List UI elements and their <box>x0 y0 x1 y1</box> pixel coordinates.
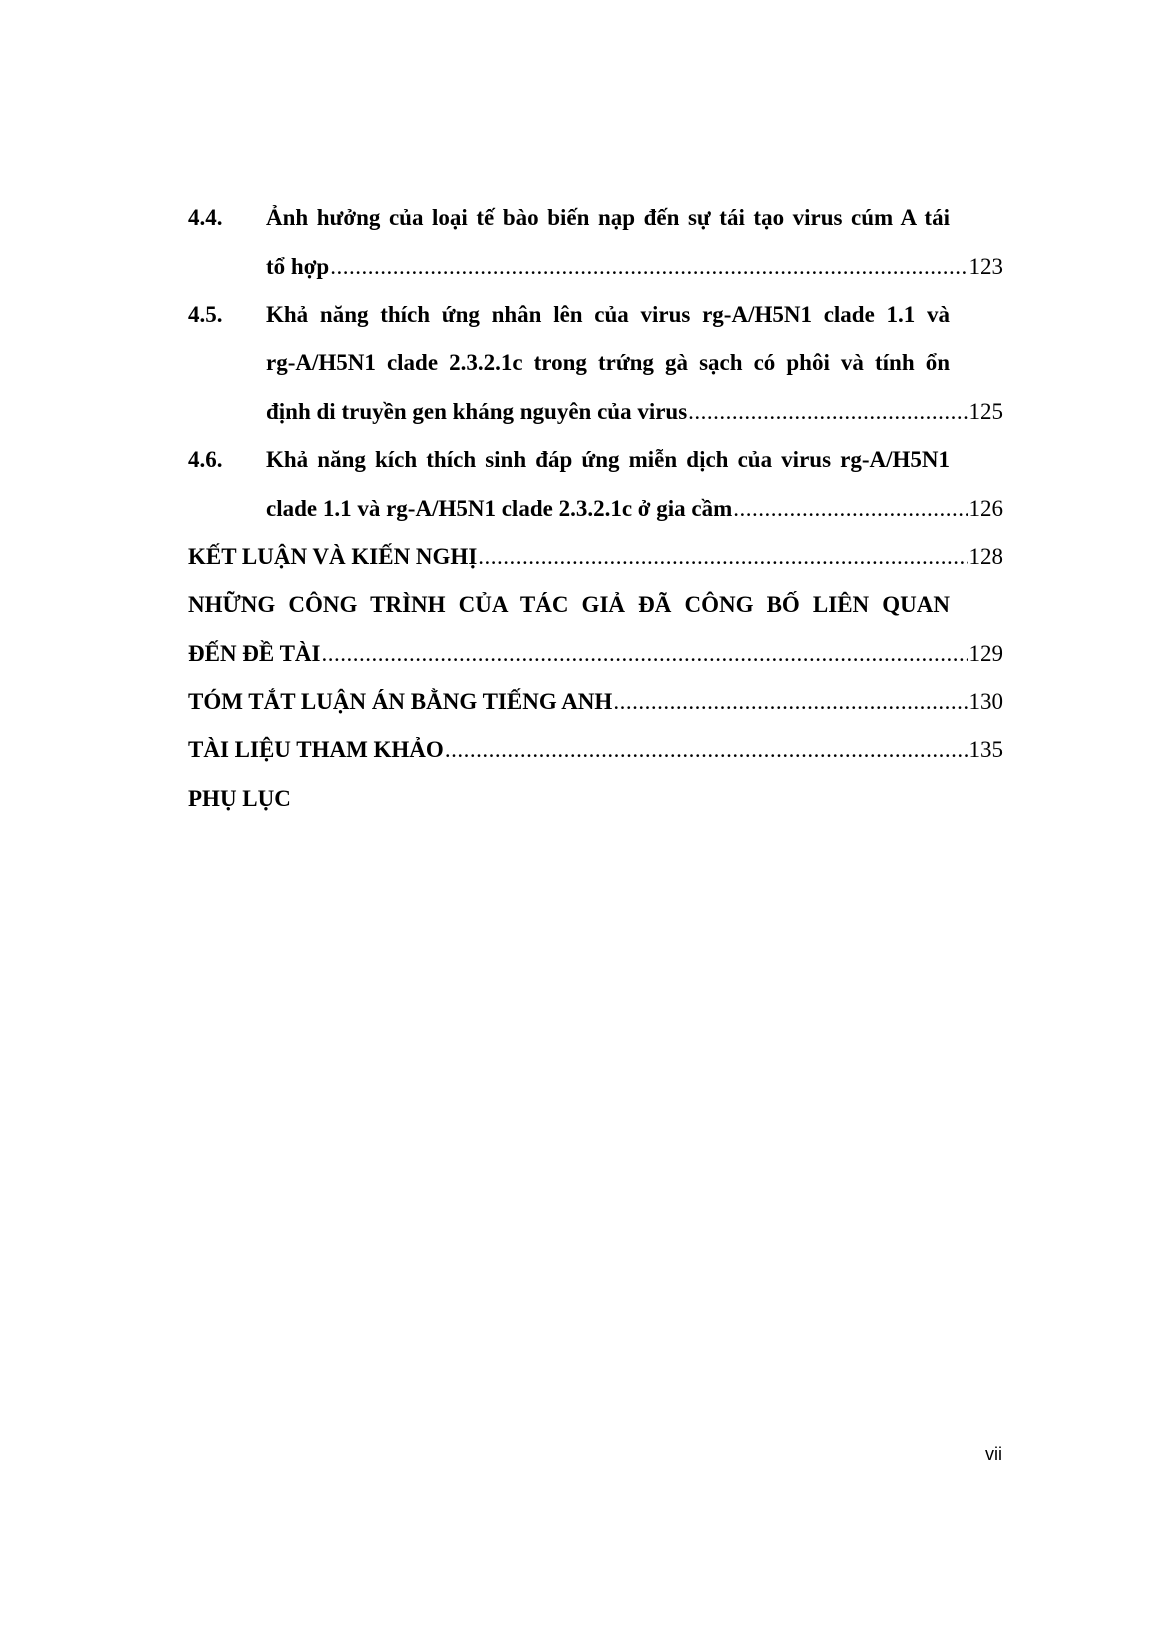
toc-leader-dots <box>445 735 968 765</box>
toc-entry-4-5-line3[interactable] <box>266 397 1003 427</box>
toc-entry-number: 4.5. <box>188 302 223 327</box>
toc-page-number: 128 <box>968 544 1003 569</box>
toc-entry-title-cont: rg-A/H5N1 clade 2.3.2.1c trong trứng gà sạch có phôi và tính ổn <box>266 350 950 375</box>
toc-entry-title-cont: định di truyền gen kháng nguyên của virus <box>266 399 688 424</box>
toc-entry-number: 4.6. <box>188 447 223 472</box>
toc-page-number: 126 <box>968 496 1003 521</box>
toc-entry-title-cont: clade 1.1 và rg-A/H5N1 clade 2.3.2.1c ở gia cầm <box>266 496 733 521</box>
toc-page-number: 130 <box>968 689 1003 714</box>
toc-page-number: 123 <box>968 254 1003 279</box>
toc-entry-title-cont: tổ hợp <box>266 254 330 279</box>
toc-entry-ket-luan[interactable] <box>188 542 1003 572</box>
toc-entry-title: Khả năng kích thích sinh đáp ứng miễn dịch của virus rg-A/H5N1 <box>266 447 950 472</box>
toc-entry-tai-lieu[interactable] <box>188 735 1003 765</box>
toc-entry-4-5-line2[interactable] <box>266 348 950 378</box>
toc-page-number: 125 <box>968 399 1003 424</box>
toc-entry-phu-luc[interactable] <box>188 784 291 814</box>
toc-entry-cong-trinh-line2[interactable] <box>188 639 1003 669</box>
toc-entry-title: NHỮNG CÔNG TRÌNH CỦA TÁC GIẢ ĐÃ CÔNG BỐ LIÊN QUAN <box>188 592 950 617</box>
toc-leader-dots <box>613 687 967 717</box>
toc-entry-title: TÀI LIỆU THAM KHẢO <box>188 737 444 762</box>
toc-entry-tom-tat[interactable] <box>188 687 1003 717</box>
page-number: vii <box>985 1444 1002 1464</box>
toc-entry-title: PHỤ LỤC <box>188 786 291 811</box>
toc-entry-number: 4.4. <box>188 205 223 230</box>
toc-entry-title: Ảnh hưởng của loại tế bào biến nạp đến sự tái tạo virus cúm A tái <box>266 205 950 230</box>
toc-entry-4-6-line2[interactable] <box>266 494 1003 524</box>
toc-leader-dots <box>322 639 968 669</box>
toc-entry-cong-trinh-line1[interactable] <box>188 590 950 620</box>
toc-leader-dots <box>330 252 967 282</box>
toc-entry-4-4-line2[interactable] <box>266 252 1003 282</box>
toc-entry-title: Khả năng thích ứng nhân lên của virus rg-A/H5N1 clade 1.1 và <box>266 302 950 327</box>
toc-page-number: 135 <box>968 737 1003 762</box>
toc-entry-title: KẾT LUẬN VÀ KIẾN NGHỊ <box>188 544 478 569</box>
toc-entry-title-cont: ĐẾN ĐỀ TÀI <box>188 641 321 666</box>
toc-leader-dots <box>688 397 967 427</box>
toc-entry-title: TÓM TẮT LUẬN ÁN BẰNG TIẾNG ANH <box>188 689 613 714</box>
toc-leader-dots <box>478 542 967 572</box>
toc-leader-dots <box>733 494 967 524</box>
toc-page-number: 129 <box>968 641 1003 666</box>
